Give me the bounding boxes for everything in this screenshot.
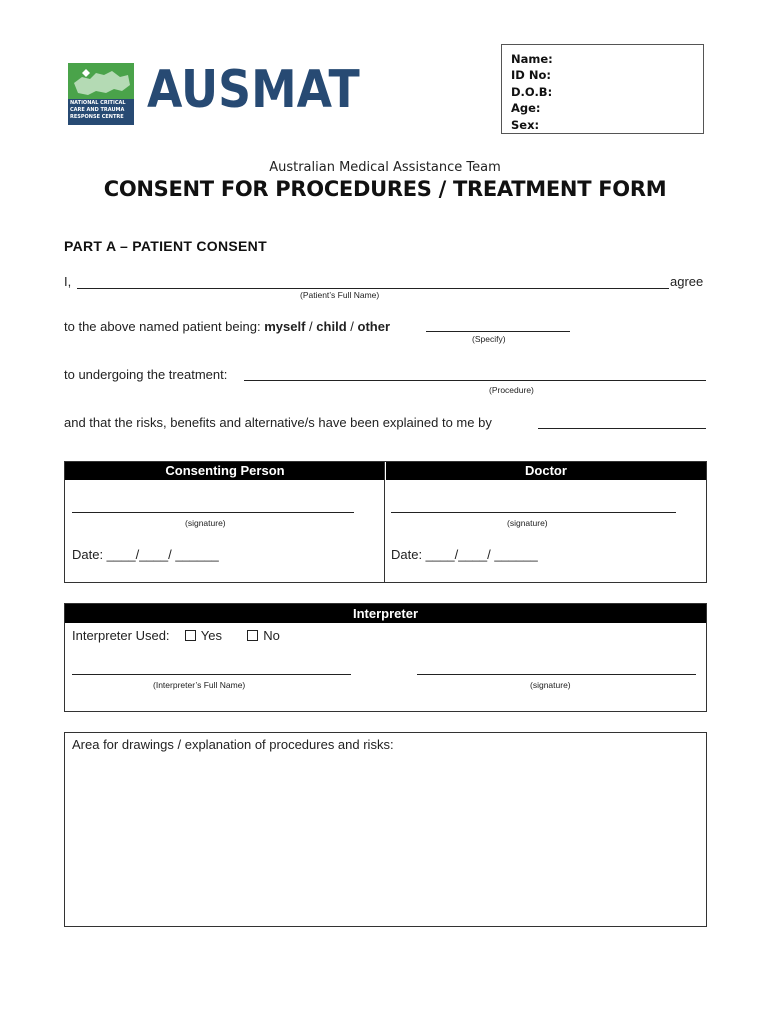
line2-prefix: to the above named patient being: [64, 319, 261, 334]
option-separator: / [309, 319, 313, 334]
sex-field-label: Sex: [511, 118, 540, 132]
ausmat-logo-wordmark: AUSMAT [147, 60, 360, 120]
patient-name-field[interactable] [77, 288, 669, 289]
interpreter-signature-field[interactable] [417, 674, 696, 675]
organisation-subtitle: Australian Medical Assistance Team [269, 160, 501, 175]
logo-emblem [68, 63, 134, 125]
interpreter-signature-caption: (signature) [530, 680, 571, 690]
line3-prefix: to undergoing the treatment: [64, 367, 228, 382]
line1-prefix: I, [64, 274, 72, 289]
interpreter-name-caption: (Interpreter’s Full Name) [153, 680, 246, 690]
emblem-text-line-1: NATIONAL CRITICAL [70, 100, 126, 106]
consenting-person-header: Consenting Person [65, 462, 385, 480]
emblem-text-line-2: CARE AND TRAUMA [70, 107, 125, 113]
line1-suffix: agree [670, 274, 704, 289]
no-label: No [263, 628, 280, 643]
emblem-text-line-3: RESPONSE CENTRE [70, 114, 124, 120]
interpreter-header: Interpreter [65, 604, 706, 623]
doctor-signature-field[interactable] [391, 512, 676, 513]
interpreter-used-row [72, 628, 280, 643]
interpreter-section [64, 603, 707, 712]
option-other[interactable]: other [357, 319, 391, 334]
signature-table [64, 461, 707, 583]
age-field-label: Age: [511, 101, 541, 115]
specify-caption: (Specify) [472, 334, 506, 344]
option-separator: / [350, 319, 354, 334]
part-a-heading: PART A – PATIENT CONSENT [64, 238, 267, 254]
patient-name-caption: (Patient’s Full Name) [300, 290, 380, 300]
procedure-caption: (Procedure) [489, 385, 534, 395]
explained-by-field[interactable] [538, 428, 706, 429]
consenting-date-field[interactable]: Date: ____/____/ ______ [72, 547, 219, 562]
interpreter-name-field[interactable] [72, 674, 351, 675]
doctor-date-field[interactable]: Date: ____/____/ ______ [391, 547, 538, 562]
option-myself[interactable]: myself [264, 319, 306, 334]
interpreter-used-label: Interpreter Used: [72, 628, 170, 643]
doctor-header: Doctor [386, 462, 706, 480]
yes-label: Yes [200, 628, 223, 643]
doctor-signature-caption: (signature) [507, 518, 548, 528]
line2-text [64, 319, 390, 334]
specify-field[interactable] [426, 331, 570, 332]
consenting-signature-field[interactable] [72, 512, 354, 513]
no-checkbox[interactable] [247, 630, 258, 641]
drawing-area[interactable] [64, 732, 707, 927]
patient-id-box[interactable] [501, 44, 704, 134]
option-child[interactable]: child [316, 319, 347, 334]
yes-checkbox[interactable] [185, 630, 196, 641]
line4-prefix: and that the risks, benefits and alternative/s have been explained to me by [64, 415, 492, 430]
dob-field-label: D.O.B: [511, 85, 553, 99]
name-field-label: Name: [511, 52, 553, 66]
form-title: CONSENT FOR PROCEDURES / TREATMENT FORM [103, 177, 667, 201]
consenting-signature-caption: (signature) [185, 518, 226, 528]
table-divider [384, 462, 385, 582]
drawing-area-label: Area for drawings / explanation of procedures and risks: [72, 737, 394, 752]
procedure-field[interactable] [244, 380, 706, 381]
id-no-field-label: ID No: [511, 68, 551, 82]
